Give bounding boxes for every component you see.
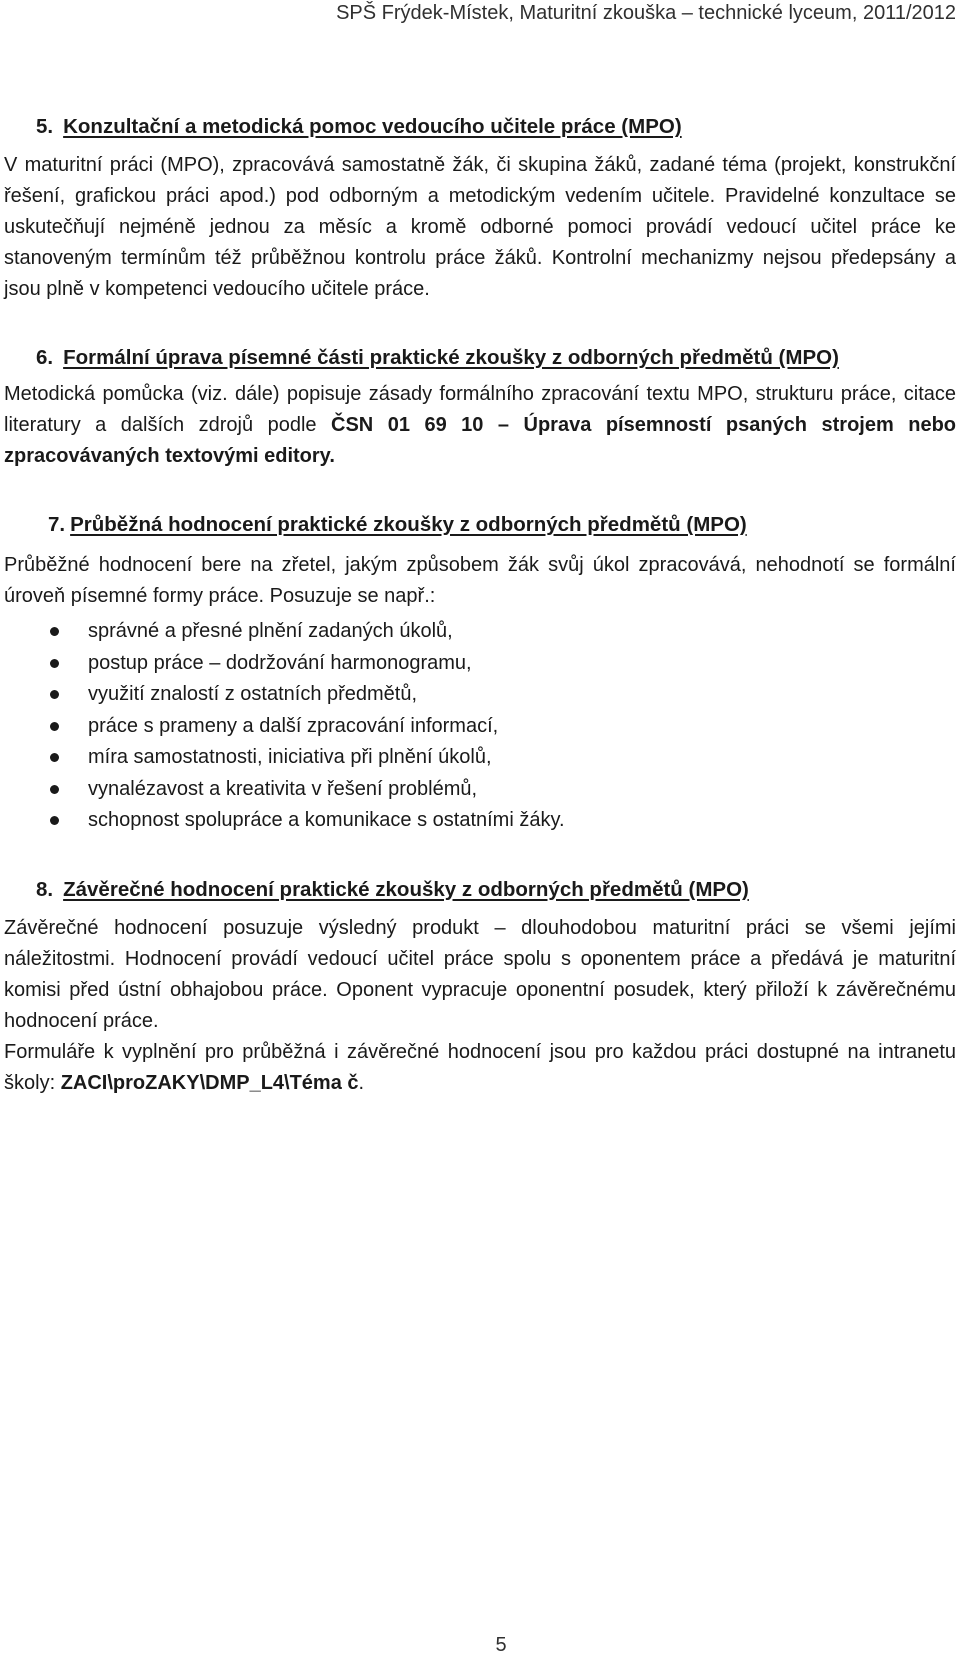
- section-heading: [4, 875, 956, 905]
- section-title: Konzultační a metodická pomoc vedoucího učitele práce (MPO): [63, 115, 682, 138]
- section-heading: [4, 510, 956, 540]
- paragraph-end: .: [358, 1071, 365, 1094]
- paragraph-text: Metodická pomůcka (viz. dále) popisuje zásady formálního zpracování textu MPO, strukturu práce, citace literatury a dalších zdrojů podle: [4, 383, 956, 436]
- list-item-text: schopnost spolupráce a komunikace s ostatními žáky.: [88, 809, 565, 831]
- bullet-icon: [50, 785, 59, 794]
- bullet-icon: [50, 816, 59, 825]
- section-number: 7.: [48, 513, 66, 536]
- section-paragraph: [4, 379, 956, 472]
- section-number: 5.: [36, 115, 54, 138]
- section-paragraph: V maturitní práci (MPO), zpracovává samostatně žák, či skupina žáků, zadané téma (projekt, konstrukční řešení, grafickou práci apod.) pod odborným a metodickým vedením učitele. Pravidelné konzultace se uskutečňují nejméně jednou za měsíc a kromě odborné pomoci provádí vedoucí učitel práce ke stanoveným termínům též průběžnou kontrolu práce žáků. Kontrolní mechanizmy nejsou předepsány a jsou plně v kompetenci vedoucího učitele práce.: [4, 154, 956, 300]
- section-number: 6.: [36, 346, 54, 369]
- list-item: [4, 774, 956, 806]
- section-title: Závěrečné hodnocení praktické zkoušky z odborných předmětů (MPO): [63, 877, 749, 901]
- section-heading: [4, 343, 956, 373]
- section-number: 8.: [36, 877, 54, 901]
- list-item-text: vynalézavost a kreativita v řešení problémů,: [88, 777, 478, 800]
- list-item-text: využití znalostí z ostatních předmětů,: [88, 683, 418, 705]
- bullet-list: [4, 616, 956, 837]
- section-paragraph-2: [4, 1037, 956, 1099]
- section-paragraph: Průběžné hodnocení bere na zřetel, jakým způsobem žák svůj úkol zpracovává, nehodnotí se formální úroveň písemné formy práce. Posuzuje se např.:: [4, 554, 956, 607]
- bullet-icon: [50, 659, 59, 668]
- section-6: [4, 343, 956, 472]
- list-item: [4, 711, 956, 743]
- list-item-text: práce s prameny a další zpracování informací,: [88, 714, 499, 737]
- page-number: 5: [495, 1634, 507, 1656]
- list-item: [4, 805, 956, 837]
- page-content: [4, 112, 956, 1099]
- bullet-icon: [50, 690, 59, 699]
- list-item-text: postup práce – dodržování harmonogramu,: [88, 651, 472, 674]
- list-item: [4, 742, 956, 774]
- bullet-icon: [50, 722, 59, 731]
- section-heading: [4, 112, 956, 142]
- intranet-path: ZACI\proZAKY\DMP_L4\Téma č: [60, 1071, 359, 1094]
- section-7: [4, 510, 956, 837]
- section-paragraph: Závěrečné hodnocení posuzuje výsledný produkt – dlouhodobou maturitní práci se všemi jejími náležitostmi. Hodnocení provádí vedoucí učitel práce spolu s oponentem práce a předává je maturitní komisi před ústní obhajobou práce. Oponent vypracuje oponentní posudek, který přiloží k závěrečnému hodnocení práce.: [4, 916, 956, 1032]
- section-8: [4, 875, 956, 1099]
- list-item: [4, 616, 956, 648]
- section-5: [4, 112, 956, 305]
- paragraph-text: Formuláře k vyplnění pro průběžná i závěrečné hodnocení jsou pro každou práci dostupné na intranetu školy:: [4, 1040, 956, 1094]
- bullet-icon: [50, 627, 59, 636]
- list-item-text: správné a přesné plnění zadaných úkolů,: [88, 620, 453, 642]
- bullet-icon: [50, 753, 59, 762]
- section-title: Průběžná hodnocení praktické zkoušky z odborných předmětů (MPO): [70, 513, 747, 536]
- list-item-text: míra samostatnosti, iniciativa při plnění úkolů,: [88, 746, 492, 768]
- list-item: [4, 679, 956, 711]
- paragraph-bold-text: ČSN 01 69 10 – Úprava písemností psaných strojem nebo zpracovávaných textovými editory.: [4, 414, 957, 467]
- section-title: Formální úprava písemné části praktické zkoušky z odborných předmětů (MPO): [63, 346, 839, 369]
- page-header: SPŠ Frýdek-Místek, Maturitní zkouška – technické lyceum, 2011/2012: [336, 2, 956, 24]
- list-item: [4, 648, 956, 680]
